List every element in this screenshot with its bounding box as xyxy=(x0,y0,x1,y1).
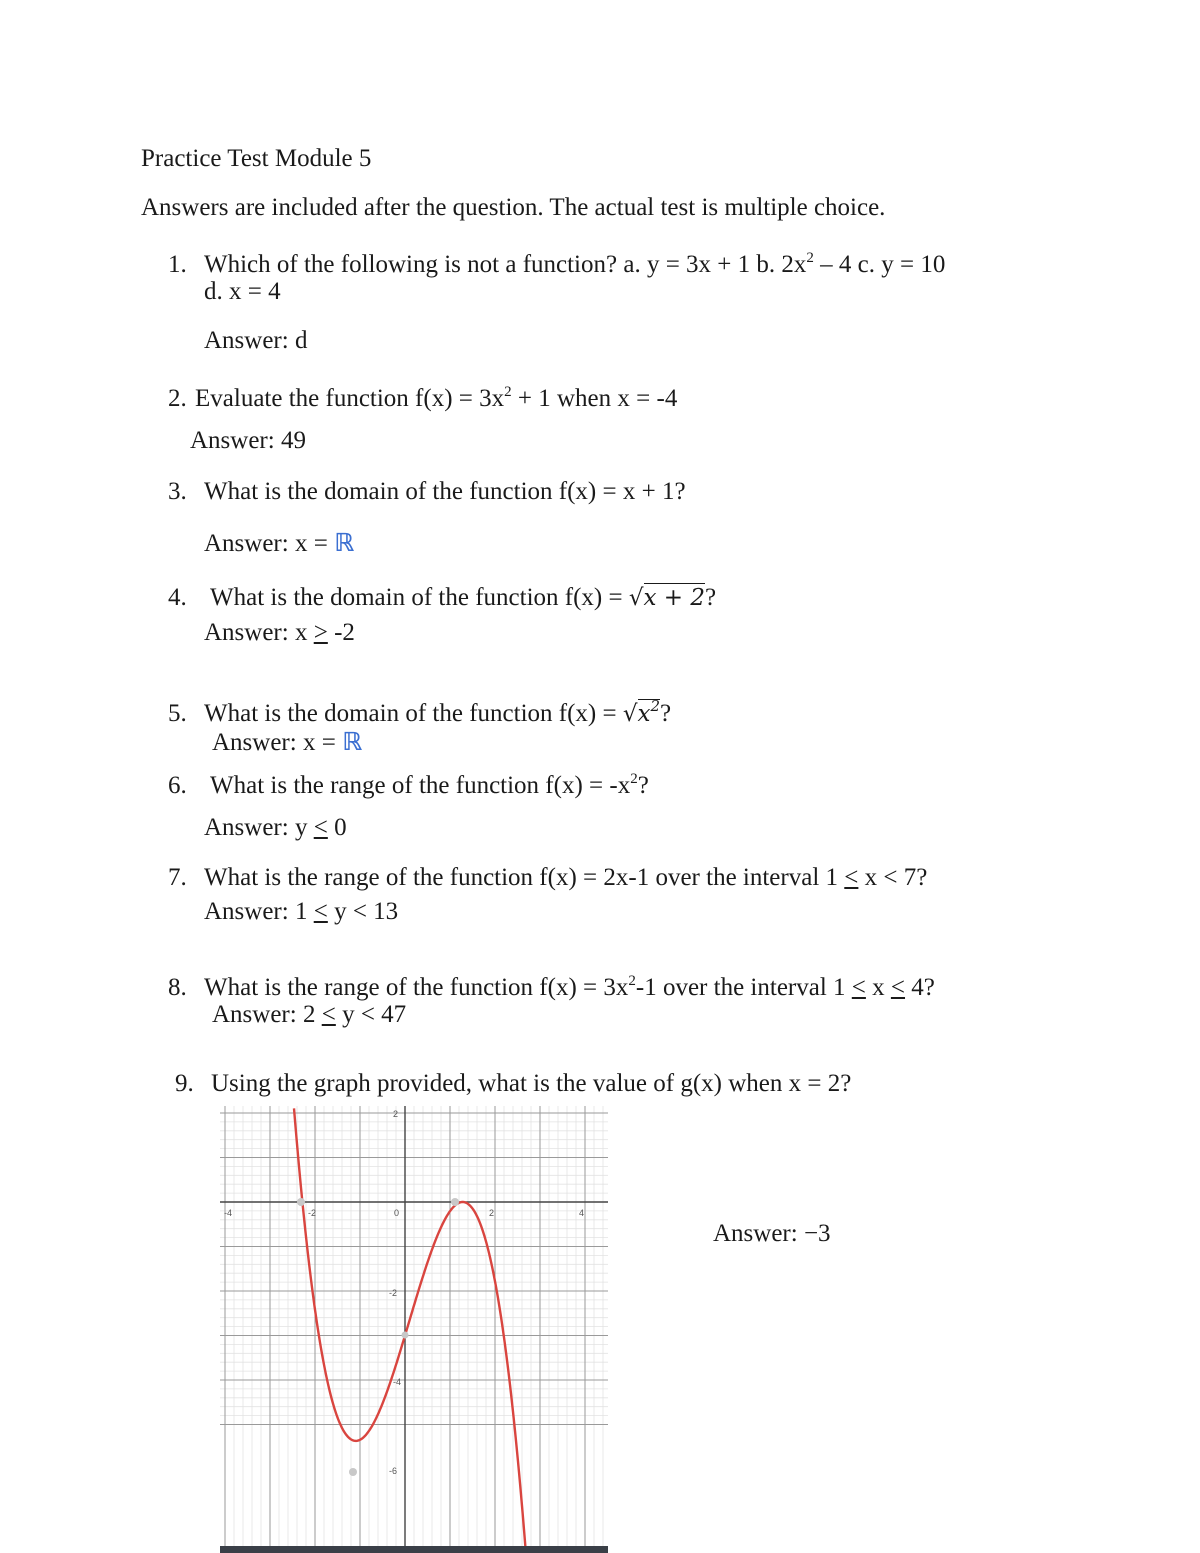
radical-sign: √ xyxy=(628,585,644,611)
less-equal-symbol: < xyxy=(890,974,906,1001)
answer-6 xyxy=(204,813,347,843)
intro-text: Answers are included after the question. The actual test is multiple choice. xyxy=(141,194,886,221)
answer-9: Answer: −3 xyxy=(713,1220,831,1247)
curve-point xyxy=(451,1198,459,1206)
question-number: 9. xyxy=(175,1070,194,1097)
y-tick-label: -6 xyxy=(389,1466,398,1476)
question-text: Evaluate the function f(x) = 3x xyxy=(195,385,505,412)
x-tick-label: 2 xyxy=(489,1208,495,1218)
x-tick-label: 4 xyxy=(579,1208,585,1218)
greater-equal-symbol: > xyxy=(313,619,328,646)
question-7 xyxy=(168,863,927,893)
question-number: 2. xyxy=(168,385,187,412)
radicand: x + 2 xyxy=(643,585,706,611)
question-text: What is the domain of the function f(x) = xyxy=(204,700,623,727)
answer-2: Answer: 49 xyxy=(190,427,306,454)
question-number: 1. xyxy=(168,251,187,278)
answer-text: Answer: x xyxy=(204,619,314,646)
question-1-option-d: d. x = 4 xyxy=(204,278,281,305)
question-number: 7. xyxy=(168,864,187,891)
less-equal-symbol: < xyxy=(313,898,328,925)
question-number: 5. xyxy=(168,700,187,727)
answer-text: Answer: x = xyxy=(212,729,343,756)
answer-1: Answer: d xyxy=(204,327,308,354)
question-number: 6. xyxy=(168,772,187,799)
question-5 xyxy=(168,691,671,729)
answer-4 xyxy=(204,618,355,648)
question-6 xyxy=(168,764,649,801)
question-text: What is the range of the function f(x) = 3x xyxy=(204,974,629,1001)
answer-5 xyxy=(212,727,362,758)
superscript: 2 xyxy=(628,973,636,989)
question-text: What is the range of the function f(x) = 2x-1 over the interval 1 xyxy=(204,864,845,891)
x-tick-label: 0 xyxy=(394,1208,400,1218)
page-title: Practice Test Module 5 xyxy=(141,145,372,172)
question-2 xyxy=(168,377,677,414)
superscript: 2 xyxy=(806,250,814,266)
question-end: 4? xyxy=(905,974,935,1001)
radicand-exponent: 2 xyxy=(650,697,661,715)
answer-value: 0 xyxy=(327,814,347,841)
question-text: What is the domain of the function f(x) = x + 1? xyxy=(204,478,686,505)
real-numbers-symbol: ℝ xyxy=(342,727,363,756)
curve-point xyxy=(297,1198,305,1206)
question-text-continued: – 4 c. y = 10 xyxy=(813,251,946,278)
question-number: 4. xyxy=(168,584,187,611)
question-text-continued: x < 7? xyxy=(858,864,928,891)
question-text: Using the graph provided, what is the value of g(x) when x = 2? xyxy=(211,1070,852,1097)
answer-7 xyxy=(204,897,398,927)
question-end: ? xyxy=(705,584,717,611)
radical-sign: √ xyxy=(622,701,638,727)
question-4 xyxy=(168,583,716,613)
radicand: $x^2$ xyxy=(637,697,661,727)
answer-text: Answer: y xyxy=(204,814,314,841)
answer-text: Answer: 2 xyxy=(212,1001,322,1028)
answer-value: y < 47 xyxy=(335,1001,407,1028)
x-tick-label: -4 xyxy=(224,1208,233,1218)
question-9 xyxy=(175,1069,851,1099)
superscript: 2 xyxy=(630,771,638,787)
question-text-x: x xyxy=(865,974,891,1001)
question-1 xyxy=(168,243,945,280)
question-number: 3. xyxy=(168,478,187,505)
y-tick-label: 2 xyxy=(393,1109,399,1119)
question-text-continued: -1 over the interval 1 xyxy=(635,974,852,1001)
answer-3 xyxy=(204,528,354,559)
answer-value: y < 13 xyxy=(327,898,399,925)
question-text: What is the range of the function f(x) = -x xyxy=(210,772,631,799)
less-equal-symbol: < xyxy=(844,864,859,891)
less-equal-symbol: < xyxy=(313,814,328,841)
y-tick-label: -4 xyxy=(393,1377,402,1387)
question-8 xyxy=(168,966,935,1003)
x-tick-label: -2 xyxy=(308,1208,317,1218)
question-3 xyxy=(168,477,686,507)
question-text: What is the domain of the function f(x) = xyxy=(210,584,629,611)
answer-text: Answer: 1 xyxy=(204,898,314,925)
y-tick-label: -2 xyxy=(389,1288,398,1298)
function-graph xyxy=(220,1106,608,1553)
less-equal-symbol: < xyxy=(321,1001,336,1028)
answer-text: Answer: x = xyxy=(204,530,335,557)
question-number: 8. xyxy=(168,974,187,1001)
less-equal-symbol: < xyxy=(851,974,866,1001)
graph-toolbar-strip xyxy=(220,1546,608,1553)
question-end: ? xyxy=(637,772,649,799)
question-text-continued: + 1 when x = -4 xyxy=(511,385,678,412)
answer-8 xyxy=(212,1000,406,1030)
curve-point xyxy=(349,1468,357,1476)
answer-value: -2 xyxy=(327,619,355,646)
question-text: Which of the following is not a function? a. y = 3x + 1 b. 2x xyxy=(204,251,807,278)
superscript: 2 xyxy=(504,384,512,400)
real-numbers-symbol: ℝ xyxy=(334,528,355,557)
curve-point xyxy=(402,1332,409,1339)
question-end: ? xyxy=(660,700,672,727)
